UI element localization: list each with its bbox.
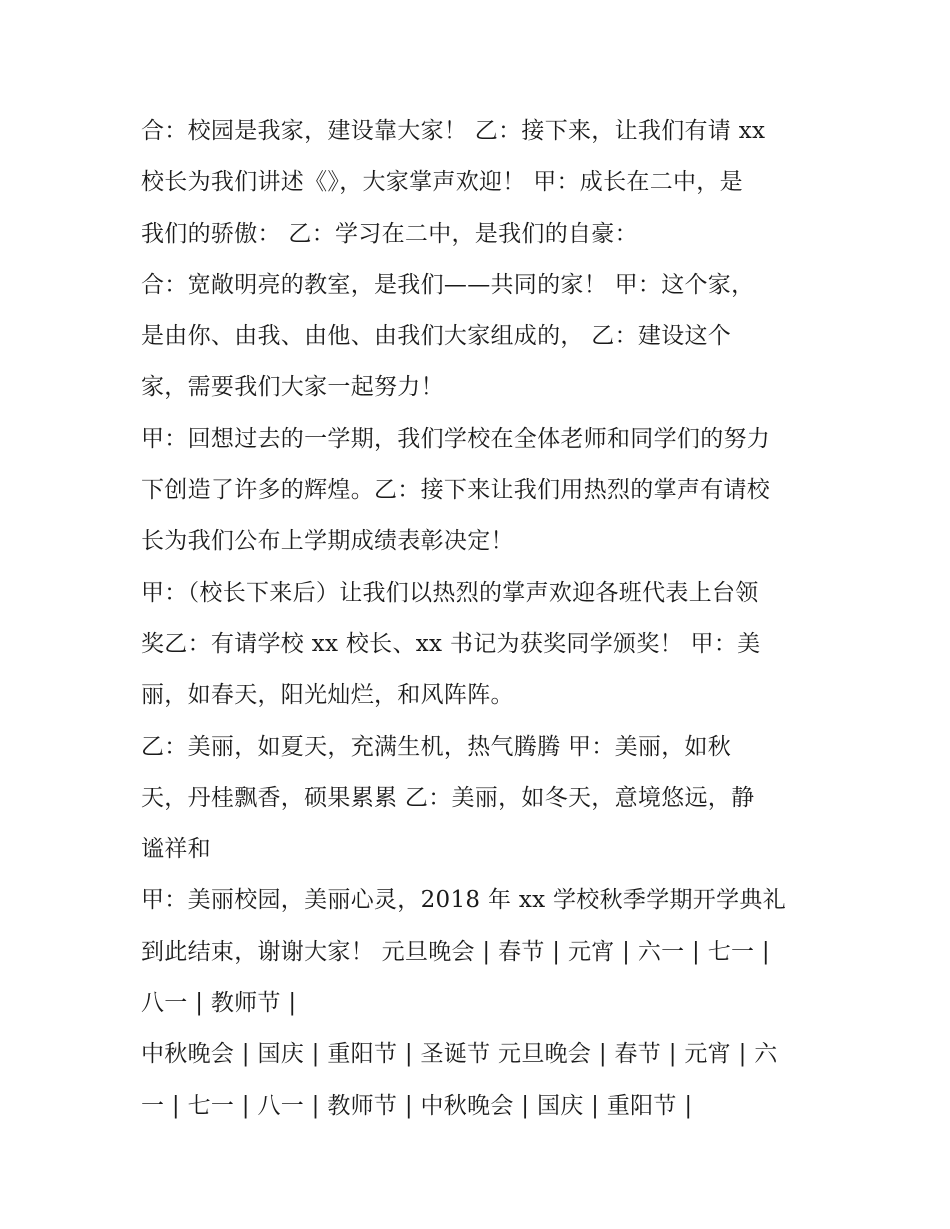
text-line: 到此结束，谢谢大家！ 元旦晚会 | 春节 | 元宵 | 六一 | 七一 | bbox=[141, 938, 770, 965]
text-line: 一 | 七一 | 八一 | 教师节 | 中秋晚会 | 国庆 | 重阳节 | bbox=[141, 1092, 693, 1119]
text-line: 天，丹桂飘香，硕果累累 乙：美丽，如冬天，意境悠远，静 bbox=[141, 784, 755, 811]
text-line: 合：校园是我家，建设靠大家！ 乙：接下来，让我们有请 xx bbox=[141, 118, 766, 144]
document-body bbox=[141, 106, 831, 1132]
text-line: 是由你、由我、由他、由我们大家组成的， 乙：建设这个 bbox=[141, 323, 732, 350]
text-line: 甲：回想过去的一学期，我们学校在全体老师和同学们的努力 bbox=[141, 425, 771, 452]
text-line: 长为我们公布上学期成绩表彰决定！ bbox=[141, 528, 514, 555]
text-line: 中秋晚会 | 国庆 | 重阳节 | 圣诞节 元旦晚会 | 春节 | 元宵 | 六 bbox=[141, 1041, 778, 1068]
text-line: 校长为我们讲述《》，大家掌声欢迎！ 甲：成长在二中，是 bbox=[141, 169, 743, 196]
text-line: 我们的骄傲： 乙：学习在二中，是我们的自豪： bbox=[141, 220, 638, 247]
text-line: 八一 | 教师节 | bbox=[141, 990, 297, 1017]
text-line: 乙：美丽，如夏天，充满生机，热气腾腾 甲：美丽，如秋 bbox=[141, 733, 732, 760]
text-line: 谧祥和 bbox=[141, 836, 211, 863]
text-line: 丽，如春天，阳光灿烂，和风阵阵。 bbox=[141, 682, 514, 709]
text-line: 下创造了许多的辉煌。乙：接下来让我们用热烈的掌声有请校 bbox=[141, 477, 771, 504]
text-line: 甲：美丽校园，美丽心灵，2018 年 xx 学校秋季学期开学典礼 bbox=[141, 887, 787, 914]
text-line: 奖乙：有请学校 xx 校长、xx 书记为获奖同学颁奖！ 甲：美 bbox=[141, 630, 761, 657]
text-line: 甲：（校长下来后）让我们以热烈的掌声欢迎各班代表上台领 bbox=[141, 579, 759, 606]
text-line: 合：宽敞明亮的教室，是我们——共同的家！ 甲：这个家， bbox=[141, 271, 755, 298]
text-line: 家，需要我们大家一起努力！ bbox=[141, 374, 444, 401]
